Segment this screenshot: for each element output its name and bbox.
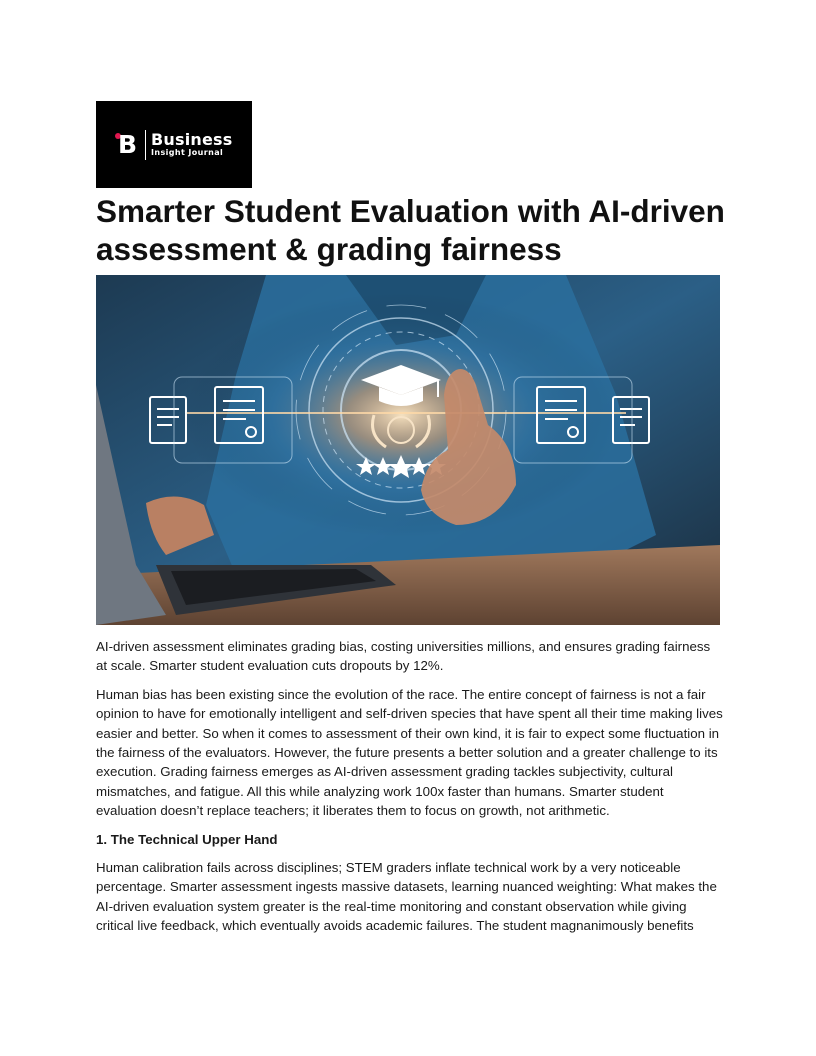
- logo-letter: B: [118, 129, 138, 159]
- section-heading: 1. The Technical Upper Hand: [96, 831, 278, 847]
- logo-word: Business: [151, 130, 233, 149]
- logo-divider: [145, 130, 146, 160]
- logo-mark: [118, 129, 140, 159]
- logo-tagline: Insight Journal: [151, 148, 224, 157]
- logo-wordmark: [151, 131, 232, 158]
- hero-image: [96, 275, 720, 625]
- body-paragraph: Human bias has been existing since the evolution of the race. The entire concept of fairness is not a fair opinion to have for emotionally intelligent and self-driven species that have spent all their time making lives easier and better. So when it comes to assessment of their own kind, it is fair to expect some fluctuation in the fairness of the evaluators. However, the future presents a better solution and a greater challenge to its execution. Grading fairness emerges as AI-driven assessment grading tackles subjectivity, cultural mismatches, and fatigue. All this while analyzing work 100x faster than humans. Smarter student evaluation doesn’t replace teachers; it liberates them to focus on growth, not arithmetic.: [96, 686, 723, 819]
- article-title: Smarter Student Evaluation with AI-driven assessment & grading fairness: [96, 193, 725, 267]
- article-body: [96, 637, 724, 945]
- business-insight-journal-logo[interactable]: [96, 101, 252, 188]
- intro-paragraph: AI-driven assessment eliminates grading bias, costing universities millions, and ensures grading fairness at scale. Smarter student evaluation cuts dropouts by 12%.: [96, 639, 711, 674]
- section-paragraph: Human calibration fails across disciplines; STEM graders inflate technical work by a very noticeable percentage. Smarter assessment ingests massive datasets, learning nuanced weighting: What makes the AI-driven evaluation system greater is the real-time monitoring and constant observation while giving critical live feedback, which eventually avoids academic failures. The student magnanimously benefits: [96, 860, 717, 934]
